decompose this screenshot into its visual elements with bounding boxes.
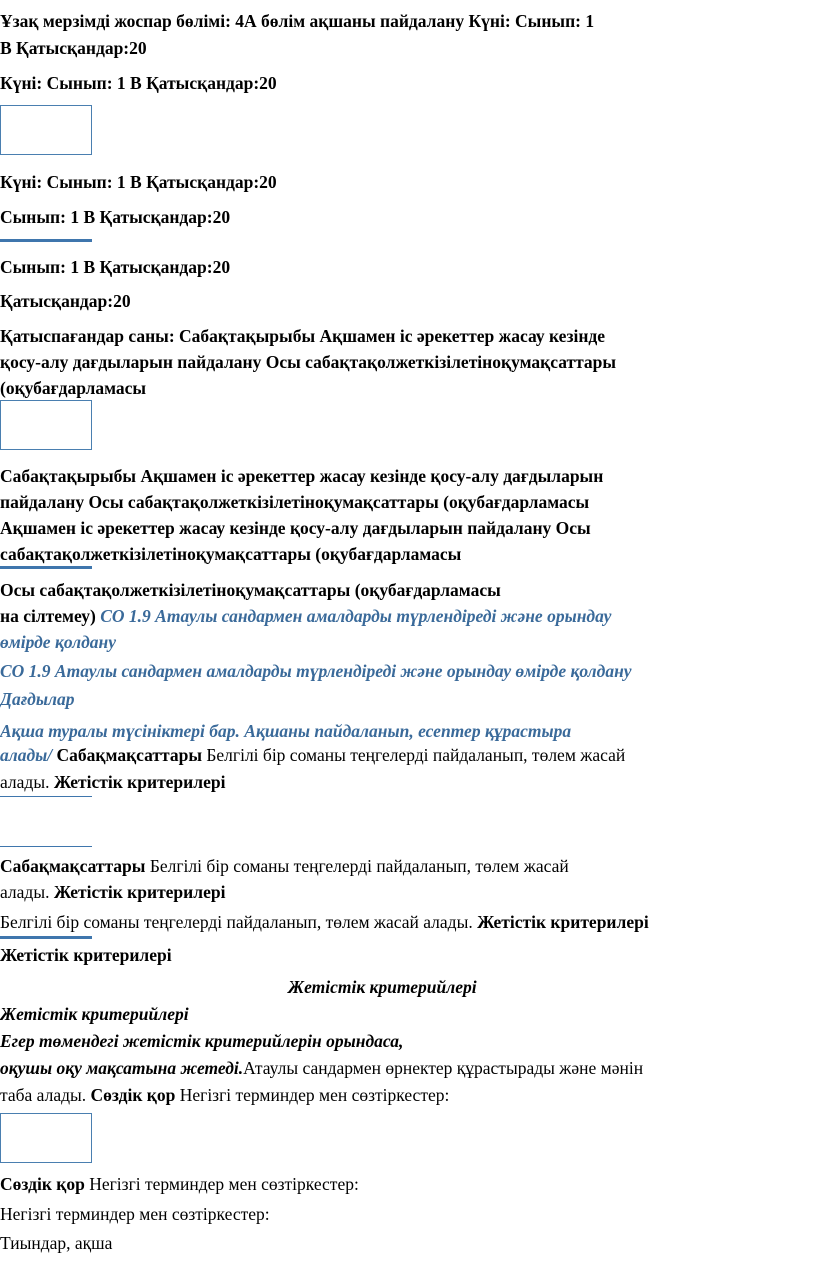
lesson-goals-label-1: Сабақмақсаттары xyxy=(56,745,202,765)
lesson-goals-text-1: Белгілі бір соманы теңгелерді пайдаланып, төлем жасай xyxy=(201,745,626,765)
accent-rule-4 xyxy=(0,846,92,847)
lesson-goals-end-1: алады. xyxy=(0,772,54,792)
criteria-heading: Жетістік критерилері xyxy=(0,945,172,965)
header-line-1: Ұзақ мерзімді жоспар бөлімі: 4А бөлім ақшаны пайдалану Күні: Сынып: 1 xyxy=(0,11,595,31)
criteria-label-2: Жетістік критерилері xyxy=(53,882,226,902)
date-line: Күні: Сынып: 1 В Қатысқандар:20 xyxy=(0,172,277,192)
vocabulary-text-2: Негізгі терминдер мен сөзтіркестер: xyxy=(84,1174,359,1194)
lesson-topic-line-2: қосу-алу дағдыларын пайдалану Осы сабақтақолжеткізілетіноқумақсаттары xyxy=(0,352,617,372)
date-class-line: Күні: Сынып: 1 В Қатысқандар:20 xyxy=(0,73,277,93)
vocabulary-label-2: Сөздік қор xyxy=(0,1174,85,1194)
lesson-goals-line-4 xyxy=(0,879,810,906)
vocabulary-text-1: Негізгі терминдер мен сөзтіркестер: xyxy=(175,1085,450,1105)
skills-line-2 xyxy=(0,742,810,769)
vocabulary-label-1: Сөздік қор xyxy=(90,1085,176,1105)
accent-rule-3 xyxy=(0,796,92,797)
curriculum-code-cont: өмірде қолдану xyxy=(0,632,117,652)
lesson-topic-line-1: Қатыспағандар саны: Сабақтақырыбы Ақшамен іс әрекеттер жасау кезінде xyxy=(0,326,606,346)
criteria-result: оқушы оқу мақсатына жетеді. xyxy=(0,1058,244,1078)
criteria-end: таба алады. xyxy=(0,1085,91,1105)
objectives-line-1: Осы сабақтақолжеткізілетіноқумақсаттары (оқубағдарламасы xyxy=(0,580,501,600)
criteria-description: Атаулы сандармен өрнектер құрастырады және мәнін xyxy=(243,1058,644,1078)
curriculum-code-2: СО 1.9 Атаулы сандармен амалдарды түрлендіреді және орындау өмірде қолдану xyxy=(0,661,632,681)
criteria-condition: Егер төмендегі жетістік критерийлерін орындаса, xyxy=(0,1031,404,1051)
empty-frame-1 xyxy=(0,105,92,155)
vocabulary-text-3: Негізгі терминдер мен сөзтіркестер: xyxy=(0,1204,270,1224)
empty-frame-2 xyxy=(0,400,92,450)
criteria-end-line xyxy=(0,1082,810,1109)
attendance-line: Қатысқандар:20 xyxy=(0,291,131,311)
objectives-ref: на сілтемеу) xyxy=(0,606,96,626)
lesson-goals-text-3: Белгілі бір соманы теңгелерді пайдаланып, төлем жасай алады. xyxy=(0,912,478,932)
criteria-title-italic: Жетістік критерийлері xyxy=(0,1004,189,1024)
lesson-goals-line-2 xyxy=(0,769,810,796)
class-line-1: Сынып: 1 В Қатысқандар:20 xyxy=(0,207,231,227)
lesson-goals-line-3 xyxy=(0,853,810,880)
lesson-goals-label-2: Сабақмақсаттары xyxy=(0,856,146,876)
lesson-goals-line-5 xyxy=(0,909,810,936)
criteria-label-1: Жетістік критерилері xyxy=(53,772,226,792)
vocabulary-line xyxy=(0,1171,810,1198)
class-line-2: Сынып: 1 В Қатысқандар:20 xyxy=(0,257,231,277)
criteria-centered: Жетістік критерийлері xyxy=(288,977,477,997)
objectives-line-2 xyxy=(0,603,810,630)
skills-end: алады/ xyxy=(0,745,57,765)
accent-rule-2 xyxy=(0,566,92,569)
lesson-topic-line-3: (оқубағдарламасы xyxy=(0,378,147,398)
skills-line-1: Ақша туралы түсініктері бар. Ақшаны пайдаланып, есептер құрастыра xyxy=(0,721,572,741)
topic-line-4: сабақтақолжеткізілетіноқумақсаттары (оқубағдарламасы xyxy=(0,544,462,564)
topic-line-1: Сабақтақырыбы Ақшамен іс әрекеттер жасау кезінде қосу-алу дағдыларын xyxy=(0,466,604,486)
skills-heading: Дағдылар xyxy=(0,689,75,709)
lesson-goals-end-2: алады. xyxy=(0,882,54,902)
lesson-goals-text-2: Белгілі бір соманы теңгелерді пайдаланып, төлем жасай xyxy=(145,856,569,876)
curriculum-code-1: СО 1.9 Атаулы сандармен амалдарды түрлендіреді және орындау xyxy=(100,606,612,626)
header-line-2: В Қатысқандар:20 xyxy=(0,38,147,58)
empty-frame-3 xyxy=(0,1113,92,1163)
topic-line-2: пайдалану Осы сабақтақолжеткізілетіноқумақсаттары (оқубағдарламасы xyxy=(0,492,590,512)
topic-line-3: Ақшамен іс әрекеттер жасау кезінде қосу-алу дағдыларын пайдалану Осы xyxy=(0,518,591,538)
accent-rule-5 xyxy=(0,936,92,939)
vocabulary-terms: Тиындар, ақша xyxy=(0,1233,113,1253)
criteria-label-3: Жетістік критерилері xyxy=(477,912,649,932)
accent-rule-1 xyxy=(0,239,92,242)
criteria-result-line xyxy=(0,1055,810,1082)
